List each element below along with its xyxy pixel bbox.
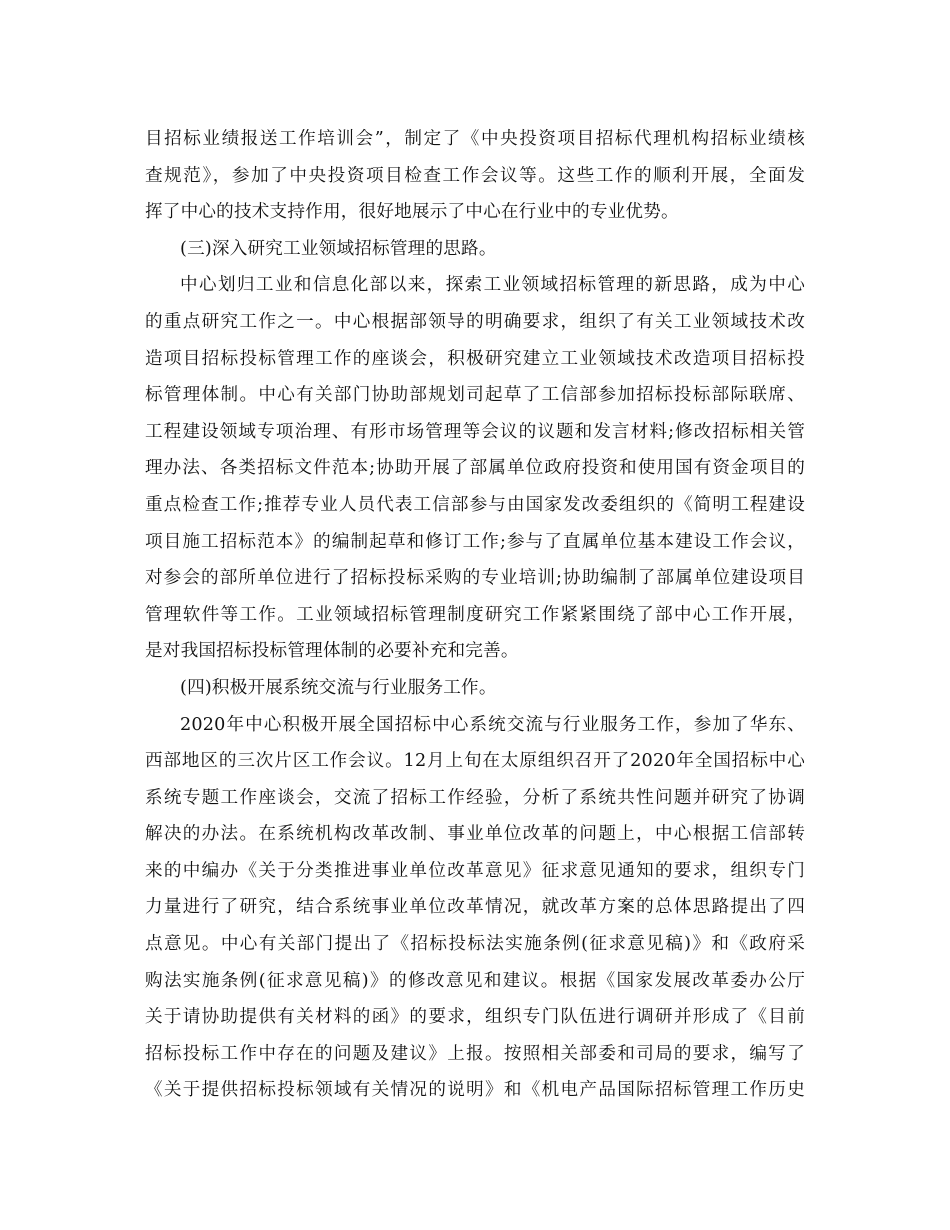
paragraph-line: 关于请协助提供有关材料的函》的要求，组织专门队伍进行调研并形成了《目前 bbox=[145, 1007, 805, 1028]
paragraph-line: 中心划归工业和信息化部以来，探索工业领域招标管理的新思路，成为中心 bbox=[180, 275, 805, 296]
paragraph-line: 重点检查工作;推荐专业人员代表工信部参与由国家发改委组织的《简明工程建设 bbox=[145, 494, 805, 515]
paragraph-line: 对参会的部所单位进行了招标投标采购的专业培训;协助编制了部属单位建设项目 bbox=[145, 568, 805, 589]
paragraph-line: 标管理体制。中心有关部门协助部规划司起草了工信部参加招标投标部际联席、 bbox=[145, 385, 805, 406]
paragraph-line: 西部地区的三次片区工作会议。12月上旬在太原组织召开了2020年全国招标中心 bbox=[145, 751, 805, 772]
paragraph-line: 管理软件等工作。工业领域招标管理制度研究工作紧紧围绕了部中心工作开展， bbox=[145, 604, 805, 625]
paragraph-line: 是对我国招标投标管理体制的必要补充和完善。 bbox=[145, 641, 519, 662]
paragraph-line: 的重点研究工作之一。中心根据部领导的明确要求，组织了有关工业领域技术改 bbox=[145, 311, 805, 332]
paragraph-line: 力量进行了研究，结合系统事业单位改革情况，就改革方案的总体思路提出了四 bbox=[145, 897, 805, 918]
paragraph-line: 理办法、各类招标文件范本;协助开展了部属单位政府投资和使用国有资金项目的 bbox=[145, 458, 805, 479]
paragraph-line: 2020年中心积极开展全国招标中心系统交流与行业服务工作，参加了华东、 bbox=[180, 714, 805, 735]
paragraph-line: 《关于提供招标投标领域有关情况的说明》和《机电产品国际招标管理工作历史 bbox=[145, 1080, 805, 1101]
document-page bbox=[145, 121, 805, 1109]
section-heading: (三)深入研究工业领域招标管理的思路。 bbox=[180, 238, 497, 259]
paragraph-line: 来的中编办《关于分类推进事业单位改革意见》征求意见通知的要求，组织专门 bbox=[145, 860, 805, 881]
paragraph-line: 造项目招标投标管理工作的座谈会，积极研究建立工业领域技术改造项目招标投 bbox=[145, 348, 805, 369]
paragraph-line: 购法实施条例(征求意见稿)》的修改意见和建议。根据《国家发展改革委办公厅 bbox=[145, 970, 805, 991]
paragraph-line: 招标投标工作中存在的问题及建议》上报。按照相关部委和司局的要求，编写了 bbox=[145, 1043, 805, 1064]
paragraph-line: 目招标业绩报送工作培训会”，制定了《中央投资项目招标代理机构招标业绩核 bbox=[145, 129, 805, 149]
paragraph-line: 项目施工招标范本》的编制起草和修订工作;参与了直属单位基本建设工作会议， bbox=[145, 531, 805, 552]
paragraph-line: 查规范》，参加了中央投资项目检查工作会议等。这些工作的顺利开展，全面发 bbox=[145, 165, 805, 186]
paragraph-line: 解决的办法。在系统机构改革改制、事业单位改革的问题上，中心根据工信部转 bbox=[145, 824, 805, 845]
paragraph-line: 工程建设领域专项治理、有形市场管理等会议的议题和发言材料;修改招标相关管 bbox=[145, 421, 805, 442]
paragraph-line: 点意见。中心有关部门提出了《招标投标法实施条例(征求意见稿)》和《政府采 bbox=[145, 934, 805, 955]
paragraph-line: 挥了中心的技术支持作用，很好地展示了中心在行业中的专业优势。 bbox=[145, 202, 679, 223]
paragraph-line: 系统专题工作座谈会，交流了招标工作经验，分析了系统共性问题并研究了协调 bbox=[145, 787, 805, 808]
section-heading: (四)积极开展系统交流与行业服务工作。 bbox=[180, 677, 497, 698]
